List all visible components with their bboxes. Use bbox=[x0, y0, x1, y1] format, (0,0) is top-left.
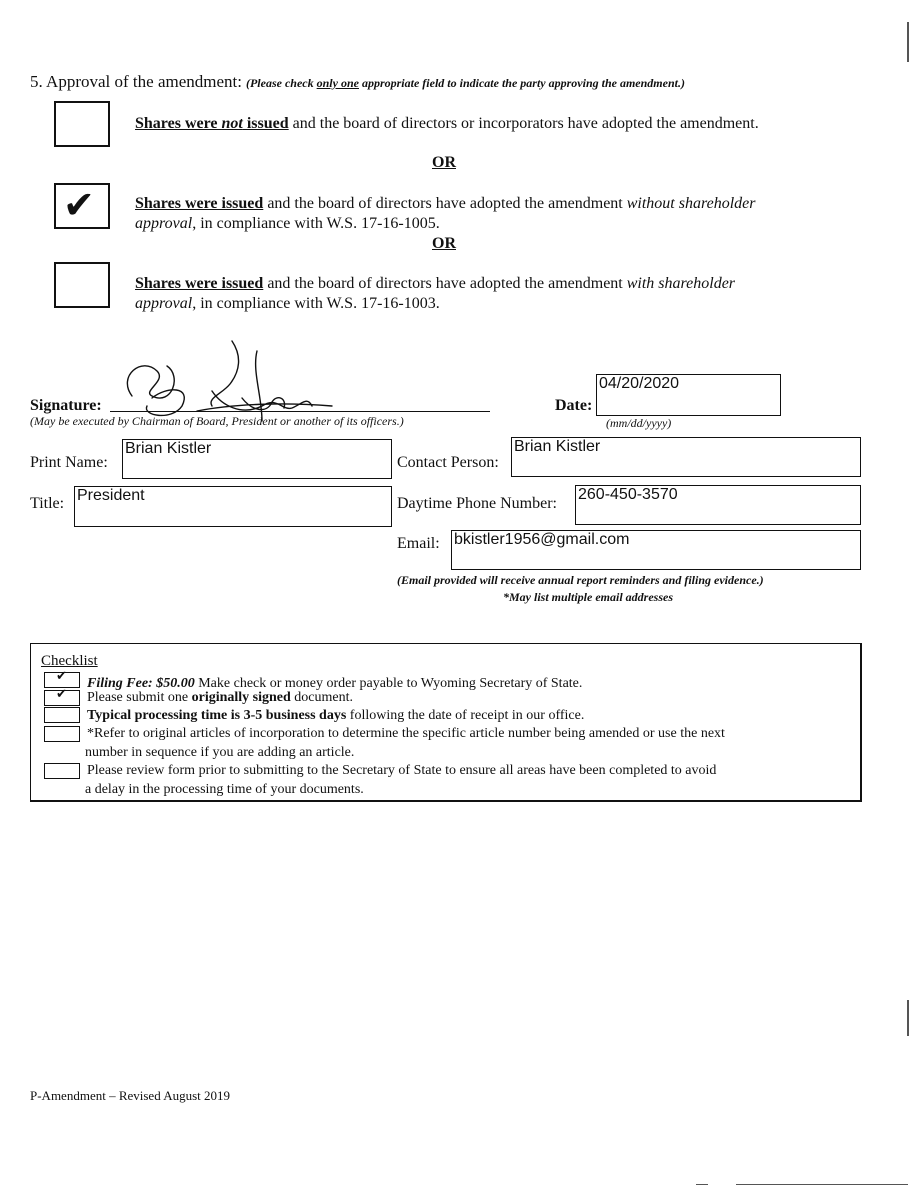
checklist-checkbox-original-signed[interactable] bbox=[44, 687, 80, 706]
option3-lead: Shares were issued bbox=[135, 275, 264, 292]
checklist-checkbox-review-form[interactable] bbox=[44, 763, 80, 779]
date-format-hint: (mm/dd/yyyy) bbox=[606, 416, 672, 430]
review-form-text: Please review form prior to submitting to the Secretary of State to ensure all areas have been completed to avoid bbox=[87, 763, 717, 778]
checklist-item-processing-time bbox=[87, 707, 584, 724]
email-multiple-note: *May list multiple email addresses bbox=[503, 590, 673, 604]
date-value: 04/20/2020 bbox=[599, 375, 680, 392]
contact-person-label: Contact Person: bbox=[397, 454, 499, 471]
option2-text2: , in compliance with W.S. 17-16-1005. bbox=[192, 215, 440, 232]
scan-edge-mark-bottom bbox=[907, 1000, 909, 1036]
option-issued-without-approval-text bbox=[135, 194, 855, 234]
contact-person-value: Brian Kistler bbox=[514, 438, 601, 455]
scan-edge-dash-bottom bbox=[696, 1184, 708, 1185]
option1-lead-post: issued bbox=[242, 115, 289, 132]
filing-fee-instruction: Make check or money order payable to Wyoming Secretary of State. bbox=[194, 676, 583, 691]
option2-text2-italic: approval bbox=[135, 215, 193, 232]
section-heading-text: 5. Approval of the amendment: bbox=[30, 72, 242, 91]
email-note: (Email provided will receive annual report reminders and filing evidence.) bbox=[397, 573, 764, 587]
processing-time-bold: Typical processing time is 3-5 business days bbox=[87, 708, 347, 723]
instruction-post: appropriate field to indicate the party approving the amendment.) bbox=[358, 76, 685, 90]
checklist-item-original-signed bbox=[87, 689, 353, 706]
option-issued-with-approval-checkbox[interactable] bbox=[54, 262, 110, 308]
option2-text1-italic: without shareholder bbox=[626, 195, 756, 212]
checklist-item-article-number bbox=[87, 725, 725, 759]
option2-lead: Shares were issued bbox=[135, 195, 264, 212]
option-issued-without-approval-checkbox[interactable] bbox=[54, 183, 110, 229]
instruction-emph: only one bbox=[316, 76, 359, 90]
original-signed-post: document. bbox=[290, 690, 354, 705]
original-signed-pre: Please submit one bbox=[87, 690, 192, 705]
option-not-issued-text bbox=[135, 114, 759, 134]
contact-person-field[interactable] bbox=[511, 437, 861, 477]
option1-lead-pre: Shares were bbox=[135, 115, 222, 132]
checklist-checkbox-processing-time[interactable] bbox=[44, 707, 80, 723]
phone-label: Daytime Phone Number: bbox=[397, 495, 557, 512]
email-value: bkistler1956@gmail.com bbox=[454, 531, 630, 548]
signature-note: (May be executed by Chairman of Board, President or another of its officers.) bbox=[30, 414, 404, 428]
option3-text2-italic: approval bbox=[135, 295, 193, 312]
review-form-text2: a delay in the processing time of your documents. bbox=[85, 782, 364, 797]
filing-fee-text: Filing Fee: $50.00 bbox=[87, 676, 195, 691]
checkmark-icon: ✔ bbox=[56, 687, 67, 702]
signature-label: Signature: bbox=[30, 397, 102, 414]
article-number-text2: number in sequence if you are adding an article. bbox=[85, 745, 355, 760]
option1-text: and the board of directors or incorporators have adopted the amendment. bbox=[288, 115, 759, 132]
checklist-item-review-form bbox=[87, 762, 716, 796]
print-name-label: Print Name: bbox=[30, 454, 108, 471]
option3-text1: and the board of directors have adopted the amendment bbox=[263, 275, 627, 292]
scan-edge-mark-top bbox=[907, 22, 909, 62]
email-field[interactable] bbox=[451, 530, 861, 570]
title-value: President bbox=[77, 487, 145, 504]
title-label: Title: bbox=[30, 495, 65, 512]
option1-lead-emph: not bbox=[221, 115, 243, 132]
option3-text2: , in compliance with W.S. 17-16-1003. bbox=[192, 295, 440, 312]
processing-time-text: following the date of receipt in our office. bbox=[346, 708, 585, 723]
checklist-checkbox-filing-fee[interactable] bbox=[44, 669, 80, 688]
option3-text1-italic: with shareholder bbox=[626, 275, 736, 292]
checkmark-icon: ✔ bbox=[63, 183, 95, 227]
email-label: Email: bbox=[397, 535, 440, 552]
option2-text1: and the board of directors have adopted the amendment bbox=[263, 195, 627, 212]
checklist-checkbox-article-number[interactable] bbox=[44, 726, 80, 742]
phone-field[interactable] bbox=[575, 485, 861, 525]
print-name-field[interactable] bbox=[122, 439, 392, 479]
original-signed-bold: originally signed bbox=[191, 690, 291, 705]
date-label: Date: bbox=[555, 397, 593, 414]
scan-edge-line-bottom bbox=[736, 1184, 908, 1185]
article-number-text: *Refer to original articles of incorporation to determine the specific article number being amended or use the next bbox=[87, 726, 725, 741]
or-separator-2: OR bbox=[432, 235, 456, 252]
date-field[interactable] bbox=[596, 374, 781, 416]
phone-value: 260-450-3570 bbox=[578, 486, 678, 503]
footer-revision: P-Amendment – Revised August 2019 bbox=[30, 1088, 231, 1103]
option-issued-with-approval-text bbox=[135, 274, 855, 314]
or-separator-1: OR bbox=[432, 154, 456, 171]
title-field[interactable] bbox=[74, 486, 392, 527]
section-heading bbox=[30, 72, 685, 92]
print-name-value: Brian Kistler bbox=[125, 440, 212, 457]
checkmark-icon: ✔ bbox=[56, 669, 67, 684]
instruction-pre: (Please check bbox=[245, 76, 317, 90]
option-not-issued-checkbox[interactable] bbox=[54, 101, 110, 147]
checklist-title: Checklist bbox=[41, 653, 98, 669]
